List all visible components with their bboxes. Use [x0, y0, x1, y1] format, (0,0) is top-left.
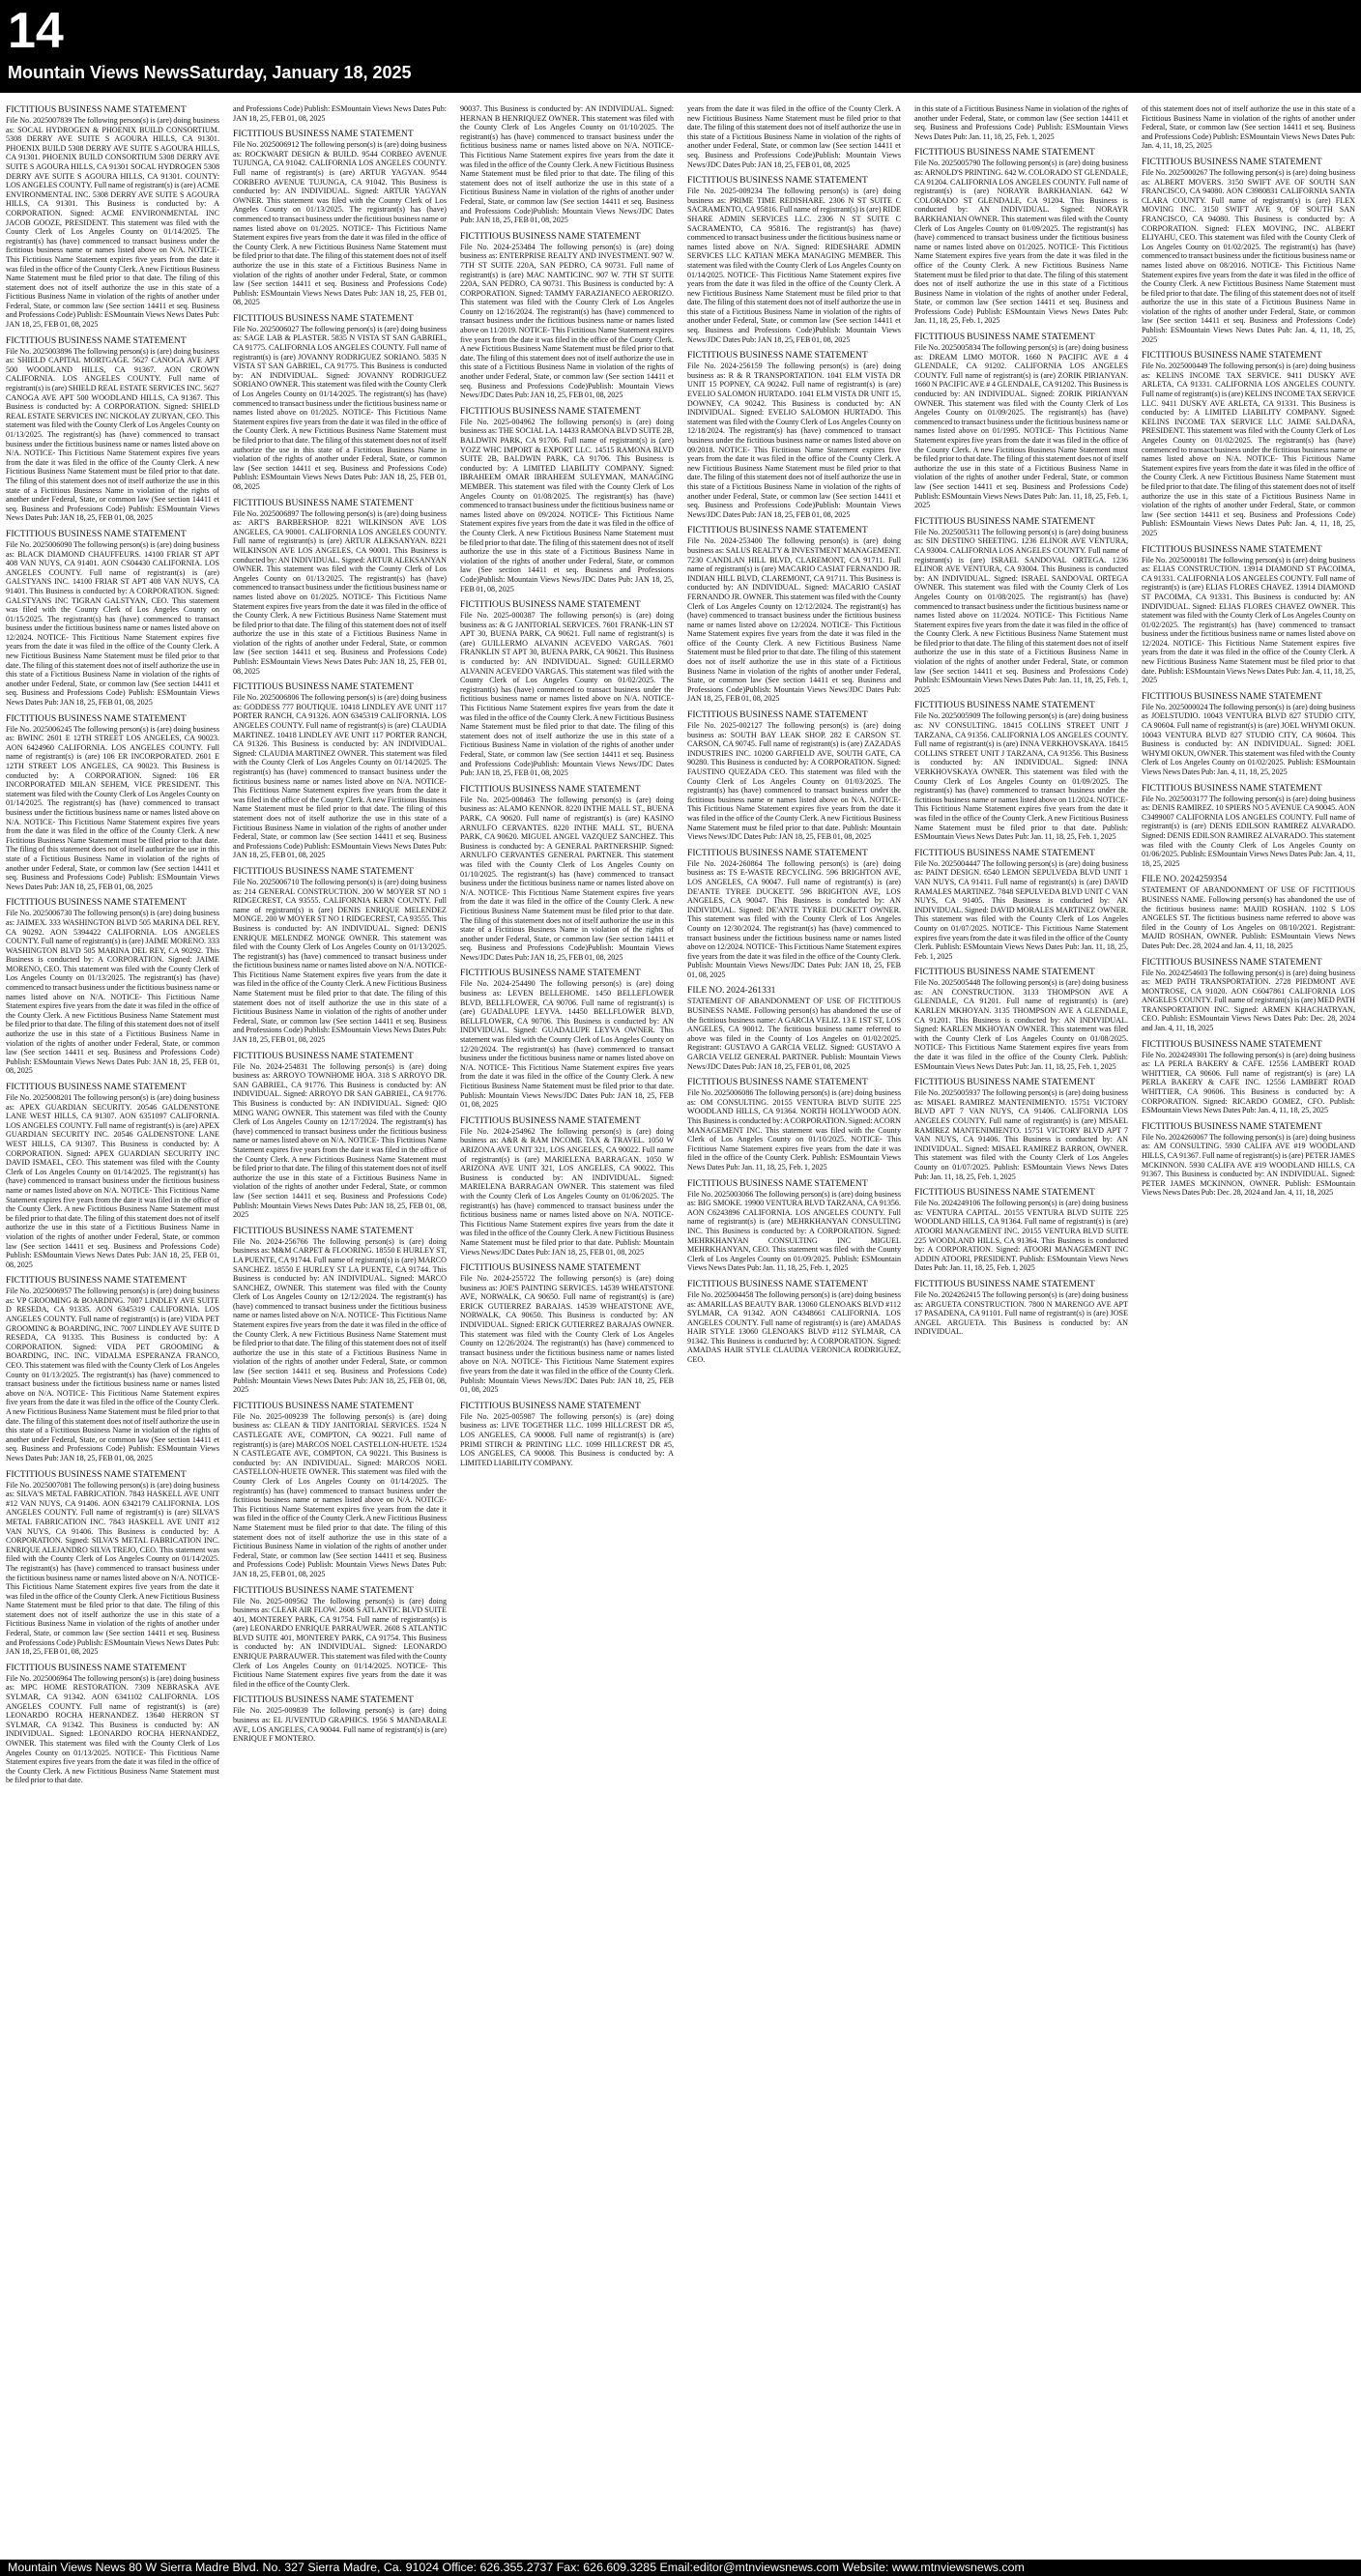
legal-notice: [687, 1279, 901, 1365]
legal-notice: [6, 1469, 219, 1657]
notice-body: File No. 2025003896 The following person(s) is (are) doing business as: SHIELD CAPITAL MORTGAGE. 5627 CANOGA AVE APT 500 WOODLAND HILLS, CA 91367. AON CROWN CALIFORNIA. LOS ANGELES COUNTY. Full name of registrant(s) is (are) SHIELD REAL ESTATE SERVICES INC. 5627 CANOGA AVE APT 500 WOODLAND HILLS, CA 91367. This Business is conducted by: A CORPORATION. Signed: SHIELD REAL ESTATE SERVICES INC NICKOLAY ZURYAN, CEO. This statement was filed with the County Clerk of Los Angeles County on 01/13/2025. The registrant(s) has (have) commenced to transact business under the fictitious business name or names listed above on N/A. NOTICE- This Fictitious Name Statement expires five years from the date it was filed in the office of the County Clerk. A new Fictitious Business Name Statement must be filed prior to that date. The filing of this statement does not of itself authorize the use in this state of a Fictitious Business Name in violation of the rights of another under Federal, State, or common law (See section 14411 et seq. Business and Professions Code) Publish: ESMountain Views News Dates Pub: JAN 18, 25, FEB 01, 08, 2025: [6, 346, 219, 523]
notice-heading: FICTITIOUS BUSINESS NAME STATEMENT: [233, 1584, 414, 1596]
notice-body: File No. 2024-254962 The following person(s) is (are) doing business as: A&R & RAM INCOME TAX & TRAVEL. 1050 W ARIZONA AVE UNIT 321, LOS ANGELES, CA 90022. Full name of registrant(s) is (are) MARIELENA BARRAGAN. 1050 W ARIZONA AVE UNIT 321, LOS ANGELES, CA 90022. This Business is conducted by: AN INDIVIDUAL. Signed: MARIELENA BARRAGAN OWNER. This statement was filed with the County Clerk of Los Angeles County on 01/06/2025. The registrant(s) has (have) commenced to transact business under the fictitious business name or names listed above on N/A. NOTICE- This Fictitious Name Statement expires five years from the date it was filed in the office of the County Clerk. A new Fictitious Business Name Statement must be filed prior to that date. Publish: Mountain Views News/JDC Dates Pub: JAN 18, 25, FEB 01, 08, 2025: [460, 1126, 674, 1257]
legal-notice: [1142, 783, 1355, 869]
legal-notice: [460, 784, 674, 963]
page-number: 14: [8, 3, 64, 59]
legal-notice: [460, 1401, 674, 1468]
notice-body: File No. 2024249106 The following person(s) is (are) doing business as: VENTURA CAPITAL. 20155 VENTURA BLVD SUITE 225 WOODLAND HILLS, CA 91364. Full name of registrant(s) is (are) ATOORI MANAGEMENT INC. 20155 VENTURA BLVD SUITE 225 WOODLAND HILLS, CA 91364. This Business is conducted by: A CORPORATION. Signed: ATOORI MANAGEMENT INC ADDIN ATOORI, PRESIDENT. Publish: ESMountain Views News Dates Pub: Jan. 11, 18, 25, Feb. 1, 2025: [914, 1199, 1128, 1273]
notice-body: File No. 2025007081 The following person(s) is (are) doing business as: SILVA'S METAL FABRICATION. 7843 HASKELL AVE UNIT #12 VAN NUYS, CA 91406. AON 6342179 CALIFORNIA. LOS ANGELES COUNTY. Full name of registrant(s) is (are) SILVA'S METAL FABRICATION INC. 7843 HASKELL AVE UNIT #12 VAN NUYS, CA 91406. This Business is conducted by: A CORPORATION. Signed: SILVA'S METAL FABRICATION INC. ENRIQUE ALEJANDRO SILVA TREJO, CEO. This statement was filed with the County Clerk of Los Angeles County on 01/14/2025. The registrant(s) has (have) commenced to transact business under the fictitious business name or names listed above on N/A. NOTICE- This Fictitious Name Statement expires five years from the date it was filed in the office of the County Clerk. A new Fictitious Business Name Statement must be filed prior to that date. The filing of this statement does not of itself authorize the use in this state of a Fictitious Business Name in violation of the rights of another under Federal, State, or common law (See section 14411 et seq. Business and Professions Code) Publish: ESMountain Views News Dates Pub: JAN 18, 25, FEB 01, 08, 2025: [6, 1480, 219, 1657]
legal-notice: [687, 985, 901, 1071]
notice-heading: FICTITIOUS BUSINESS NAME STATEMENT: [233, 497, 414, 508]
legal-notice: [687, 175, 901, 344]
notice-heading: FICTITIOUS BUSINESS NAME STATEMENT: [460, 405, 641, 417]
legal-notice: [233, 104, 447, 123]
notice-heading: FICTITIOUS BUSINESS NAME STATEMENT: [1142, 956, 1322, 968]
notice-body: File No. 2025006964 The following person(s) is (are) doing business as: MPC HOME RESTORATION. 7309 NEBRASKA AVE SYLMAR, CA 91342. AON 6341102 CALIFORNIA. LOS ANGELES COUNTY. Full name of registrant(s) is (are) LEONARDO ROCHA HERNANDEZ. 13640 HERRON ST SYLMAR, CA 91342. This Business is conducted by: AN INDIVIDUAL. Signed: LEONARDO ROCHA HERNANDEZ, OWNER. This statement was filed with the County Clerk of Los Angeles County on 01/13/2025. NOTICE- This Fictitious Name Statement expires five years from the date it was filed in the office of the County Clerk. A new Fictitious Business Name Statement must be filed prior to that date.: [6, 1673, 219, 1785]
legal-notice: [914, 967, 1128, 1071]
notice-body: File No. 2025-002127 The following person(s) is (are) doing business as: SOUTH BAY LEAK SHOP. 282 E CARSON ST. CARSON, CA 90745. Full name of registrant(s) is (are) ZAZADAS INDUSTRIES INC. 10200 GARFIELD AVE, SOUTH GATE, CA 90280. This Business is conducted by: A CORPORATION. Signed: FAUSTINO QUEZADA CEO. This statement was filed with the County Clerk of Los Angeles County on 01/03/2025. The registrant(s) has (have) commenced to transact business under the fictitious business name or names listed above on N/A. NOTICE- This Fictitious Name Statement expires five years from the date it was filed in the office of the County Clerk. A new Fictitious Business Name Statement must be filed prior to that date. Publish: Mountain Views News/JDC Dates Pub: JAN 18, 25, FEB 01, 08, 2025: [687, 721, 901, 842]
notice-body: File No. 2024-256766 The following person(s) is (are) doing business as: M&M CARPET & FLOORING. 18550 E HURLEY ST, LA PUENTE, CA 91744. Full name of registrant(s) is (are) MARCO SANCHEZ. 18550 E HURLEY ST LA PUENTE, CA 91744. This Business is conducted by: AN INDIVIDUAL. Signed: MARCO SANCHEZ, OWNER. This statement was filed with the County Clerk of Los Angeles County on 12/12/2024. The registrant(s) has (have) commenced to transact business under the fictitious business name or names listed above on N/A. NOTICE- This Fictitious Name Statement expires five years from the date it was filed in the office of the County Clerk. A new Fictitious Business Name Statement must be filed prior to that date. The filing of this statement does not of itself authorize the use in this state of a Fictitious Business Name in violation of the rights of another under Federal, State, or common law (See section 14411 et seq. Business and Professions Code) Publish: Mountain Views News Dates Pub: JAN 18, 25, FEB 01, 08, 2025: [233, 1236, 447, 1395]
legal-notice: [914, 147, 1128, 326]
notice-body: File No. 2025-009562 The following person(s) is (are) doing business as: CLEAR AIR FLOW. 2608 S ATLANTIC BLVD SUITE 401, MONTEREY PARK, CA 91754. Full name of registrant(s) is (are) LEONARDO ENRIQUE PARRAUWER. 2608 S ATLANTIC BLVD SUITE 401, MONTEREY PARK, CA 91754. This Business is conducted by: AN INDIVIDUAL. Signed: LEONARDO ENRIQUE PARRAUWER. This statement was filed with the County Clerk of Los Angeles County on 01/14/2025. NOTICE- This Fictitious Name Statement expires five years from the date it was filed in the office of the County Clerk.: [233, 1596, 447, 1689]
legal-notice: [460, 599, 674, 778]
legal-notice: [1142, 691, 1355, 777]
notice-body: File No. 2025006086 The following person(s) is (are) doing business as: OM CONSULTING. 20155 VENTURA BLVD SUITE 225 WOODLAND HILLS, CA 91364. NORTH HOLLYWOOD AON. This Business is conducted by: A CORPORATION. Signed: ACORN MANAGEMENT INC. This statement was filed with the County Clerk of Los Angeles County on 01/10/2025. NOTICE- This Fictitious Name Statement expires five years from the date it was filed in the office of the County Clerk. Publish: ESMountain Views News Dates Pub: Jan. 11, 18, 25, Feb. 1, 2025: [687, 1088, 901, 1172]
notice-body: File No. 2024-260864 The following person(s) is (are) doing business as: TS E-WASTE RECYCLING. 596 BRIGHTON AVE, LOS ANGELES, CA 90047. Full name of registrant(s) is (are) DE'ANTE TYREE DUCKETT. 596 BRIGHTON AVE, LOS ANGELES, CA 90047. This Business is conducted by: AN INDIVIDUAL. Signed: DE'ANTE TYREE DUCKETT OWNER. This statement was filed with the County Clerk of Los Angeles County on 12/30/2024. The registrant(s) has (have) commenced to transact business under the fictitious business name or names listed above on 12/2024. NOTICE- This Fictitious Name Statement expires five years from the date it was filed in the office of the County Clerk. Publish: Mountain Views News/JDC Dates Pub: JAN 18, 25, FEB 01, 08, 2025: [687, 858, 901, 979]
legal-notice: [1142, 1039, 1355, 1115]
notice-body: File No. 2025005311 The following person(s) is (are) doing business as: SIN DESTINO SHEETING. 1236 ELINOR AVE VENTURA, CA 93004. CALIFORNIA LOS ANGELES COUNTY. Full name of registrant(s) is (are) ISRAEL SANDOVAL ORTEGA. 1236 ELINOR AVE VENTURA, CA 93004. This Business is conducted by: AN INDIVIDUAL. Signed: ISRAEL SANDOVAL ORTEGA OWNER. This statement was filed with the County Clerk of Los Angeles County on 01/08/2025. The registrant(s) has (have) commenced to transact business under the fictitious business name or names listed above on 11/2024. NOTICE- This Fictitious Name Statement expires five years from the date it was filed in the office of the County Clerk. A new Fictitious Business Name Statement must be filed prior to that date. The filing of this statement does not of itself authorize the use in this state of a Fictitious Business Name in violation of the rights of another under Federal, State, or common law (See section 14411 et seq. Business and Professions Code) Publish: ESMountain Views News Dates Pub: Jan. 11, 18, 25, Feb. 1, 2025: [914, 527, 1128, 694]
notice-body: File No. 2025004458 The following person(s) is (are) doing business as: AMARILLAS BEAUTY BAR. 13060 GLENOAKS BLVD #112 SYLMAR, CA 91342. AON C4348661 CALIFORNIA. LOS ANGELES COUNTY. Full name of registrant(s) is (are) AMADAS HAIR STYLE 13060 GLENOAKS BLVD #112 SYLMAR, CA 91342. This Business is conducted by: A CORPORATION. Signed: AMADAS HAIR STYLE CLAUDIA VERONICA RODRIGUEZ, CEO.: [687, 1289, 901, 1365]
notice-body: File No. 2025005448 The following person(s) is (are) doing business as: AN CONSTRUCTION. 3133 THOMPSON AVE A GLENDALE, CA 91201. Full name of registrant(s) is (are) KARLEN MKHOYAN. 3135 THOMPSON AVE A GLENDALE, CA 91201. This Business is conducted by: AN INDIVIDUAL. Signed: KARLEN MKHOYAN OWNER. This statement was filed with the County Clerk of Los Angeles County on 01/08/2025. NOTICE- This Fictitious Name Statement expires five years from the date it was filed in the office of the County Clerk. Publish: ESMountain Views News Dates Pub: Jan. 11, 18, 25, Feb. 1, 2025: [914, 978, 1128, 1071]
notice-body: File No. 2025000024 The following person(s) is (are) doing business as JOELSTUDIO. 10043 VENTURA BLVD 827 STUDIO CITY, CA 90604. Full name of registrant(s) is (are) JOEL WHYMI OKUN. 10043 VENTURA BLVD 827 STUDIO CITY, CA 90604. This Business is conducted by: AN INDIVIDUAL. Signed: JOEL WHYMI OKUN, OWNER. This statement was filed with the County Clerk of Los Angeles County on 01/02/2025. Publish: ESMountain Views News Dates Pub: Jan. 4, 11, 18, 25, 2025: [1142, 702, 1355, 776]
notice-heading: FICTITIOUS BUSINESS NAME STATEMENT: [914, 147, 1095, 159]
legal-notice: [233, 1585, 447, 1690]
notice-heading: FICTITIOUS BUSINESS NAME STATEMENT: [914, 332, 1095, 343]
legal-notice: [460, 1115, 674, 1257]
notice-body: File No. 2025003177 The following person(s) is (are) doing business as: DENIS RAMIREZ. 10 SPIERS NO 5 AVENUE CA 90045. AON C3499007 CALIFORNIA LOS ANGELES COUNTY. Full name of registrant(s) is (are) DENIS EDILSON RAMIREZ ALVARADO. Signed: DENIS EDILSON RAMIREZ ALVARADO. This statement was filed with the County Clerk of Los Angeles County on 01/06/2025. Publish: ESMountain Views News Dates Pub: Jan. 4, 11, 18, 25, 2025: [1142, 794, 1355, 868]
notice-body: File No. 2024-255722 The following person(s) is (are) doing business as: JOE'S PAINTING SERVICES. 14539 WHEATSTONE AVE, NORWALK, CA 90650. Full name of registrant(s) is (are) ERICK GUTIERREZ BARAJAS. 14539 WHEATSTONE AVE, NORWALK, CA 90650. This Business is conducted by: AN INDIVIDUAL. Signed: ERICK GUTIERREZ BARAJAS OWNER. This statement was filed with the County Clerk of Los Angeles County on 12/26/2024. The registrant(s) has (have) commenced to transact business under the fictitious business name or names listed above on N/A. NOTICE- This Fictitious Name Statement expires five years from the date it was filed in the office of the County Clerk. Publish: Mountain Views News/JDC Dates Pub: JAN 18, 25, FEB 01, 08, 2025: [460, 1274, 674, 1395]
notice-heading: FICTITIOUS BUSINESS NAME STATEMENT: [6, 712, 187, 724]
notice-heading: FILE NO. 2024-261331: [687, 985, 776, 997]
legal-notice: [233, 129, 447, 307]
notice-heading: FICTITIOUS BUSINESS NAME STATEMENT: [6, 897, 187, 909]
notice-body: File No. 2025006957 The following person(s) is (are) doing business as: VP GROOMING & BOARDING. 7007 LINDLEY AVE SUITE D RESEDA, CA 91335. AON 6345319 CALIFORNIA. LOS ANGELES COUNTY. Full name of registrant(s) is (are) VIDA PET GROOMING & BOARDING, INC. 7007 LINDLEY AVE SUITE D RESEDA, CA 91335. This Business is conducted by: A CORPORATION. Signed: VIDA PET GROOMING & BOARDING, INC. INC. VIDALMA ESPERANZA FRANCO, CEO. This statement was filed with the County Clerk of Los Angeles County on 01/13/2025. The registrant(s) has (have) commenced to transact business under the fictitious business name or names listed above on N/A. NOTICE- This Fictitious Name Statement expires five years from the date it was filed in the office of the County Clerk. A new Fictitious Business Name Statement must be filed prior to that date. The filing of this statement does not of itself authorize the use in this state of a Fictitious Business Name in violation of the rights of another under Federal, State, or common law (See section 14411 et seq. Business and Professions Code) Publish: ESMountain Views News Dates Pub: JAN 18, 25, FEB 01, 08, 2025: [6, 1287, 219, 1462]
notice-body: STATEMENT OF ABANDONMENT OF USE OF FICTITIOUS BUSINESS NAME. Following person(s) has abandoned the use of the fictitious business name: A GARCIA VELIZ. 13 E 1ST ST, LOS ANGELES, CA 90012. The fictitious business name referred to above was filed in the County of Los Angeles on 01/02/2025. Registrant: GUSTAVO A GARCIA VELIZ. Signed: GUSTAVO A GARCIA VELIZ GENERAL PARTNER. Publish: Mountain Views News/JDC Dates Pub: JAN 18, 25, FEB 01, 08, 2025: [687, 997, 901, 1071]
notice-heading: FILE NO. 2024259354: [1142, 874, 1228, 885]
notice-body: File No. 2024-253400 The following person(s) is (are) doing business as: SALUS REALTY & INVESTMENT MANAGEMENT. 7230 CANDLAN HILL BLVD, CLAREMONT, CA 91711. Full name of registrant(s) is (are) MACARIO CASIAT FERNANDO JR. INDIAN HILL BLVD, CLAREMONT, CA 91711. This Business is conducted by: AN INDIVIDUAL. Signed: MACARIO CASIAT FERNANDO JR. OWNER. This statement was filed with the County Clerk of Los Angeles County on 12/12/2024. The registrant(s) has (have) commenced to transact business under the fictitious business name or names listed above on 12/2024. NOTICE- This Fictitious Name Statement expires five years from the date it was filed in the office of the County Clerk. A new Fictitious Business Name Statement must be filed prior to that date. The filing of this statement does not of itself authorize the use in this state of a Fictitious Business Name in violation of the rights of another under Federal, State, or common law (See section 14411 et seq. Business and Professions Code)Publish: Mountain Views News/JDC Dates Pub: JAN 18, 25, FEB 01, 08, 2025: [687, 536, 901, 704]
legal-notice: [914, 1279, 1128, 1337]
notice-heading: FICTITIOUS BUSINESS NAME STATEMENT: [1142, 1038, 1322, 1050]
notice-body: File No. 2025005937 The following person(s) is (are) doing business as: MISAEL RAMIREZ MANTENIMIENTO. 15751 VICTORY BLVD APT 7 VAN NUYS, CA 91406. CALIFORNIA LOS ANGELES COUNTY. Full name of registrant(s) is (are) MISAEL RAMIREZ MANTENIMIENTO. 15751 VICTORY BLVD APT 7 VAN NUYS, CA 91406. This Business is conducted by: AN INDIVIDUAL. Signed: MISAEL RAMIREZ BARRON, OWNER. This statement was filed with the County Clerk of Los Angeles County on 01/07/2025. Publish: ESMountain Views News Dates Pub: Jan. 11, 18, 25, Feb. 1, 2025: [914, 1088, 1128, 1181]
notice-body: File No. 2025006897 The following person(s) is (are) doing business as: ART'S BARBERSHOP. 8221 WILKINSON AVE LOS ANGELES, CA 90001. CALIFORNIA LOS ANGELES COUNTY. Full name of registrant(s) is (are) ARTUR ALEKSANYAN. 8221 WILKINSON AVE LOS ANGELES, CA 90001. This Business is conducted by: AN INDIVIDUAL. Signed: ARTUR ALEKSANYAN OWNER. This statement was filed with the County Clerk of Los Angeles County on 01/13/2025. The registrant(s) has (have) commenced to transact business under the fictitious business name or names listed above on 01/2025. NOTICE- This Fictitious Name Statement expires five years from the date it was filed in the office of the County Clerk. A new Fictitious Business Name Statement must be filed prior to that date. The filing of this statement does not of itself authorize the use in this state of a Fictitious Business Name in violation of the rights of another under Federal, State, or common law (See section 14411 et seq. Business and Professions Code) Publish: ESMountain Views News Dates Pub: JAN 18, 25, FEB 01, 08, 2025: [233, 508, 447, 676]
notice-body: File No. 2024-254490 The following person(s) is (are) doing business as: LEVEN BELLEHOME. 1450 BELLEFLOWER BLVD, BELLFLOWER, CA 90706. Full name of registrant(s) is (are) GUADALUPE LEYVA. 14450 BELLFLOWER BLVD, BELLFLOWER, CA 90706. This Business is conducted by: AN INDIVIDUAL. Signed: GUADALUPE LEYVA OWNER. This statement was filed with the County Clerk of Los Angeles County on 12/20/2024. The registrant(s) has (have) commenced to transact business under the fictitious business name or names listed above on N/A. NOTICE- This Fictitious Name Statement expires five years from the date it was filed in the office of the County Clerk. A new Fictitious Business Name Statement must be filed prior to that date. Publish: Mountain Views News/JDC Dates Pub: JAN 18, 25, FEB 01, 08, 2025: [460, 979, 674, 1110]
notice-heading: FICTITIOUS BUSINESS NAME STATEMENT: [233, 1694, 414, 1706]
notice-heading: FICTITIOUS BUSINESS NAME STATEMENT: [687, 350, 868, 362]
legal-notice: [6, 1275, 219, 1462]
notice-heading: FICTITIOUS BUSINESS NAME STATEMENT: [687, 175, 868, 187]
notice-body: File No. 2025006806 The following person(s) is (are) doing business as: GODDESS 777 BOUTIQUE. 10418 LINDLEY AVE UNIT 117 PORTER RANCH, CA 91326. AON 6345319 CALIFORNIA. LOS ANGELES COUNTY. Full name of registrant(s) is (are) CLAUDIA MARTINEZ. 10418 LINDLEY AVE UNIT 117 PORTER RANCH, CA 91326. This Business is conducted by: AN INDIVIDUAL. Signed: CLAUDIA MARTINEZ OWNER. This statement was filed with the County Clerk of Los Angeles County on 01/14/2025. The registrant(s) has (have) commenced to transact business under the fictitious business name or names listed above on N/A. NOTICE- This Fictitious Name Statement expires five years from the date it was filed in the office of the County Clerk. A new Fictitious Business Name Statement must be filed prior to that date. The filing of this statement does not of itself authorize the use in this state of a Fictitious Business Name in violation of the rights of another under Federal, State, or common law (See section 14411 et seq. Business and Professions Code) Publish: ESMountain Views News Dates Pub: JAN 18, 25, FEB 01, 08, 2025: [233, 693, 447, 860]
notice-column: [233, 104, 447, 2560]
notice-heading: FICTITIOUS BUSINESS NAME STATEMENT: [914, 700, 1095, 711]
notice-heading: FICTITIOUS BUSINESS NAME STATEMENT: [460, 1262, 641, 1274]
legal-notice: [687, 848, 901, 980]
notice-body: and Professions Code) Publish: ESMountain Views News Dates Pub: JAN 18, 25, FEB 01, 08, 2025: [233, 104, 447, 123]
notice-column: [460, 104, 674, 2560]
notice-heading: FICTITIOUS BUSINESS NAME STATEMENT: [6, 1468, 187, 1480]
notice-body: File No. 2025006710 The following person(s) is (are) doing business as: 214 GENERAL CONSTRUCTION. 200 W MOYER ST NO 1 RIDGECREST, CA 93555. CALIFORNIA KERN COUNTY. Full name of registrant(s) is (are) DENIS ENRIQUE MELENDEZ MONGE. 200 W MOYER ST NO 1 RIDGECREST, CA 93555. This Business is conducted by: AN INDIVIDUAL. Signed: DENIS ENRIQUE MELENDEZ MONGE OWNER. This statement was filed with the County Clerk of Los Angeles County on 01/13/2025. The registrant(s) has (have) commenced to transact business under the fictitious business name or names listed above on N/A. NOTICE- This Fictitious Name Statement expires five years from the date it was filed in the office of the County Clerk. A new Fictitious Business Name Statement must be filed prior to that date. The filing of this statement does not of itself authorize the use in this state of a Fictitious Business Name in violation of the rights of another under Federal, State, or common law (See section 14411 et seq. Business and Professions Code) Publish: ESMountain Views News Dates Pub: JAN 18, 25, FEB 01, 08, 2025: [233, 877, 447, 1045]
legal-notice: [233, 1051, 447, 1220]
notice-heading: FICTITIOUS BUSINESS NAME STATEMENT: [233, 312, 414, 324]
footer-contact-line: Mountain Views News 80 W Sierra Madre Blvd. No. 327 Sierra Madre, Ca. 91024 Office: 626.355.2737 Fax: 626.609.3285 Email:editor@mtnviewsnews.com Website: www.mtnviewsnews.com: [8, 2561, 1025, 2574]
legal-notice: [460, 104, 674, 225]
notice-heading: FICTITIOUS BUSINESS NAME STATEMENT: [1142, 350, 1322, 362]
notice-body: File No. 2024262415 The following person(s) is (are) doing business as: ARGUETA CONSTRUCTION. 7800 N MARENGO AVE APT 17 PASADENA, CA 91101. Full name of registrant(s) is (are) JOSE ANGEL ARGUETA. This Business is conducted by: AN INDIVIDUAL.: [914, 1289, 1128, 1337]
legal-notice: [6, 104, 219, 330]
notice-body: years from the date it was filed in the office of the County Clerk. A new Fictitious Business Name Statement must be filed prior to that date. The filing of this statement does not of itself authorize the use in this state of a Fictitious Business Name in violation of the rights of another under Federal, State, or common law (See section 14411 et seq. Business and Professions Code)Publish: Mountain Views News/JDC Dates Pub: JAN 18, 25, FEB 01, 08, 2025: [687, 104, 901, 169]
notice-heading: FICTITIOUS BUSINESS NAME STATEMENT: [460, 968, 641, 979]
legal-notice: [1142, 874, 1355, 950]
notice-heading: FICTITIOUS BUSINESS NAME STATEMENT: [687, 1278, 868, 1289]
notice-body: File No. 2025-009234 The following person(s) is (are) doing business as: PRIME TIME REDISHARE. 2306 N ST SUITE C SACRAMENTO, CA 95816. Full name of registrant(s) is (are) RIDE SHARE ADMIN SERVICES LLC. 2306 N ST SUITE C SACRAMENTO, CA 95816. The registrant(s) has (have) commenced to transact business under the fictitious business name or names listed above on N/A. Signed: RIDESHARE ADMIN SERVICES LLC KATIAN MEKA MANAGING MEMBER. This statement was filed with the County Clerk of Los Angeles County on 01/14/2025. NOTICE- This Fictitious Name Statement expires five years from the date it was filed in the office of the County Clerk. A new Fictitious Business Name Statement must be filed prior to that date. The filing of this statement does not of itself authorize the use in this state of a Fictitious Business Name in violation of the rights of another under Federal, State, or common law (See section 14411 et seq. Business and Professions Code)Publish: Mountain Views News/JDC Dates Pub: JAN 18, 25, FEB 01, 08, 2025: [687, 187, 901, 344]
notice-heading: FICTITIOUS BUSINESS NAME STATEMENT: [233, 681, 414, 693]
legal-notice: [914, 104, 1128, 141]
legal-notice: [1142, 544, 1355, 685]
notice-heading: FICTITIOUS BUSINESS NAME STATEMENT: [6, 334, 187, 346]
legal-notices-columns: [6, 104, 1355, 2560]
legal-notice: [233, 498, 447, 677]
legal-notice: [914, 1077, 1128, 1181]
legal-notice: [460, 968, 674, 1109]
notice-body: File No. 2025004447 The following person(s) is (are) doing business as: PAINT DESIGN. 6540 LEMON SEPULVEDA BLVD UNIT 1 VAN NUYS, CA 91411. Full name of registrant(s) is (are) DAVID RAMALES MARTINEZ. 7848 SEPULVEDA BLVD UNIT C VAN NUYS, CA 91405. This Business is conducted by: AN INDIVIDUAL. Signed: DAVID MORALES MARTINEZ OWNER. This statement was filed with the County Clerk of Los Angeles County on 01/07/2025. NOTICE- This Fictitious Name Statement expires five years from the date it was filed in the office of the County Clerk. Publish: ESMountain Views News Dates Pub: Jan. 11, 18, 25, Feb. 1, 2025: [914, 858, 1128, 961]
notice-column: [914, 104, 1128, 2560]
notice-body: File No. 2025005909 The following person(s) is (are) doing business as: NV CONSULTING. 18415 COLLINS STREET UNIT J TARZANA, CA 91356. CALIFORNIA LOS ANGELES COUNTY. Full name of registrant(s) is (are) INNA VERKHOVSKAYA. 18415 COLLINS STREET UNIT J TARZANA, CA 91356. This Business is conducted by: AN INDIVIDUAL. Signed: INNA VERKHOVSKAYA OWNER. This statement was filed with the County Clerk of Los Angeles County on 01/09/2025. The registrant(s) has (have) commenced to transact business under the fictitious business name or names listed above on 11/2024. NOTICE- This Fictitious Name Statement expires five years from the date it was filed in the office of the County Clerk. A new Fictitious Business Name Statement must be filed prior to that date. Publish: ESMountain Views News Dates Pub: Jan. 11, 18, 25, Feb. 1, 2025: [914, 711, 1128, 842]
notice-body: STATEMENT OF ABANDONMENT OF USE OF FICTITIOUS BUSINESS NAME. Following person(s) has abandoned the use of the fictitious business name: MAJID ROSHAN. 1102 S LOS ANGELES ST. The fictitious business name referred to above was filed in the County of Los Angeles on 08/10/2021. Registrant: MAJID ROSHAN, OWNER. Publish: ESMountain Views News Dates Pub: Dec. 28, 2024 and Jan. 4, 11, 18, 2025: [1142, 885, 1355, 950]
legal-notice: [687, 525, 901, 704]
notice-heading: FICTITIOUS BUSINESS NAME STATEMENT: [233, 1050, 414, 1061]
legal-notice: [6, 1082, 219, 1269]
notice-body: File No. 2024249301 The following person(s) is (are) doing business as: LA PERLA BAKERY & CAFE. 12556 LAMBERT ROAD WHITTIER, CA 90606. Full name of registrant(s) is (are) LA PERLA BAKERY & CAFE INC. 12556 LAMBERT ROAD WHITTIER, CA 90606. This Business is conducted by: A CORPORATION. Signed: RICARDO GOMEZ, CFO. Publish: ESMountain Views News Dates Pub: Jan. 4, 11, 18, 25, 2025: [1142, 1050, 1355, 1115]
notice-column: [1142, 104, 1355, 2560]
notice-heading: FICTITIOUS BUSINESS NAME STATEMENT: [914, 847, 1095, 858]
notice-heading: FICTITIOUS BUSINESS NAME STATEMENT: [6, 1082, 187, 1092]
notice-heading: FICTITIOUS BUSINESS NAME STATEMENT: [233, 129, 414, 140]
legal-notice: [233, 313, 447, 492]
legal-notice: [687, 104, 901, 169]
legal-notice: [914, 516, 1128, 695]
legal-notice: [233, 1401, 447, 1579]
notice-heading: FICTITIOUS BUSINESS NAME STATEMENT: [1142, 690, 1322, 702]
masthead: Mountain Views NewsSaturday, January 18, 2025: [8, 63, 412, 82]
legal-notice: [1142, 350, 1355, 537]
legal-notice: [687, 1178, 901, 1273]
notice-heading: FICTITIOUS BUSINESS NAME STATEMENT: [914, 1077, 1095, 1088]
notice-column: [6, 104, 219, 2560]
notice-body: File No. 2025006027 The following person(s) is (are) doing business as: SAGE LAB & PLASTER. 5835 N VISTA ST SAN GABRIEL, CA 91775. CALIFORNIA LOS ANGELES COUNTY. Full name of registrant(s) is (are) JOVANNY RODRIGUEZ SORIANO. 5835 N VISTA ST SAN GABRIEL, CA 91775. This Business is conducted by: AN INDIVIDUAL. Signed: JOVANNY RODRIGUEZ SORIANO OWNER. This statement was filed with the County Clerk of Los Angeles County on 01/14/2025. The registrant(s) has (have) commenced to transact business under the fictitious business name or names listed above on 01/2025. NOTICE- This Fictitious Name Statement expires five years from the date it was filed in the office of the County Clerk. A new Fictitious Business Name Statement must be filed prior to that date. The filing of this statement does not of itself authorize the use in this state of a Fictitious Business Name in violation of the rights of another under Federal, State, or common law (See section 14411 et seq. Business and Professions Code) Publish: ESMountain Views News Dates Pub: JAN 18, 25, FEB 01, 08, 2025: [233, 324, 447, 491]
legal-notice: [687, 709, 901, 842]
notice-body: File No. 2025-009839 The following person(s) is (are) doing business as: EL JUVENTUD GRAPHICS. 1956 S MANDARALE AVE, LOS ANGELES, CA 90044. Full name of registrant(s) is (are) ENRIQUE F MONTERO.: [233, 1706, 447, 1744]
notice-body: File No. 2025006090 The following person(s) is (are) doing business as: BLACK DIAMOND CHAUFFEURS. 14100 FRIAR ST APT 408 VAN NUYS, CA 91401. AON CS04430 CALIFORNIA. LOS ANGELES COUNTY. Full name of registrant(s) is (are) GALSTYANS INC. 14100 FRIAR ST APT 408 VAN NUYS, CA 91401. This Business is conducted by: A CORPORATION. Signed: GALSTYANS INC TIGRAN GALSTYAN, CEO. This statement was filed with the County Clerk of Los Angeles County on 01/15/2025. The registrant(s) has (have) commenced to transact business under the fictitious business name or names listed above on 12/2024. NOTICE- This Fictitious Name Statement expires five years from the date it was filed in the office of the County Clerk. A new Fictitious Business Name Statement must be filed prior to that date. The filing of this statement does not of itself authorize the use in this state of a Fictitious Business Name in violation of the rights of another under Federal, State, or common law (See section 14411 et seq. Business and Professions Code) Publish: ESMountain Views News Dates Pub: JAN 18, 25, FEB 01, 08, 2025: [6, 539, 219, 708]
notice-heading: FICTITIOUS BUSINESS NAME STATEMENT: [1142, 782, 1322, 794]
notice-heading: FICTITIOUS BUSINESS NAME STATEMENT: [687, 1077, 868, 1088]
notice-body: File No. 2024-253484 The following person(s) is (are) doing business as: ENTERPRISE REALTY AND INVESTMENT. 907 W. 7TH ST SUITE 220A, SAN PEDRO, CA 90731. Full name of registrant(s) is (are) MAC NAMTICINC. 907 W. 7TH ST SUITE 220A, SAN PEDRO, CA 90731. This Business is conducted by: A CORPORATION. Signed: TAMMY FARAZIANECO AERORIZO. This statement was filed with the County Clerk of Los Angeles County on 12/16/2024. The registrant(s) has (have) commenced to transact business under the fictitious business name or names listed above on 11/2019. NOTICE- This Fictitious Name Statement expires five years from the date it was filed in the office of the County Clerk. A new Fictitious Business Name Statement must be filed prior to that date. The filing of this statement does not of itself authorize the use in this state of a Fictitious Business Name in violation of the rights of another under Federal, State, or common law (See section 14411 et seq. Business and Professions Code)Publish: Mountain Views News/JDC Dates Pub: JAN 18, 25, FEB 01, 08, 2025: [460, 242, 674, 400]
legal-notice: [460, 1262, 674, 1395]
notice-body: File No. 2024-254831 The following person(s) is (are) doing business as: ARROYO TOWNHOME HOA. 318 S ARROYO DR. SAN GABRIEL, CA 91776. This Business is conducted by: AN INDIVIDUAL. Signed: ARROYO DR SAN GABRIEL, CA 91776. This Business is conducted by: AN INDIVIDUAL. Signed: QIO MING WANG OWNER. This statement was filed with the County Clerk of Los Angeles County on 12/17/2024. The registrant(s) has (have) commenced to transact business under the fictitious business name or names listed above on N/A. NOTICE- This Fictitious Name Statement expires five years from the date it was filed in the office of the County Clerk. A new Fictitious Business Name Statement must be filed prior to that date. The filing of this statement does not of itself authorize the use in this state of a Fictitious Business Name in violation of the rights of another under Federal, State, or common law (See section 14411 et seq. Business and Professions Code) Publish: Mountain Views News Dates Pub: JAN 18, 25, FEB 01, 08, 2025: [233, 1061, 447, 1220]
notice-body: File No. 2025-000387 The following person(s) is (are) doing business as: & G JANITORIAL SERVICES. 7601 FRANK-LIN ST APT 30, BUENA PARK, CA 90621. Full name of registrant(s) is (are) GUILLERMO ALVANIN ACEVEDO VARGAS. 7601 FRANKLIN ST APT 30, BUENA PARK, CA 90621. This Business is conducted by: AN INDIVIDUAL. Signed: GUILLERMO ALVANIN ACEVEDO VARGAS. This statement was filed with the County Clerk of Los Angeles County on 01/02/2025. The registrant(s) has (have) commenced to transact business under the fictitious business name or names listed above on N/A. NOTICE- This Fictitious Name Statement expires five years from the date it was filed in the office of the County Clerk. A new Fictitious Business Name Statement must be filed prior to that date. The filing of this statement does not of itself authorize the use in this state of a Fictitious Business Name in violation of the rights of another under Federal, State, or common law (See section 14411 et seq. Business and Professions Code)Publish: Mountain Views News/JDC Dates Pub: JAN 18, 25, FEB 01, 08, 2025: [460, 611, 674, 778]
page-header: [0, 0, 1361, 93]
notice-body: File No. 2025006730 The following person(s) is (are) doing business as: JAIMEX. 333 WASHINGTON BLVD 505 MARINA DEL REY, CA 90292. AON 5394422 CALIFORNIA. LOS ANGELES COUNTY. Full name of registrant(s) is (are) JAIME MORENO. 333 WASHINGTON BLVD 505 MARINA DEL REY, CA 90292. This Business is conducted by: A CORPORATION. Signed: JAIME MORENO, CEO. This statement was filed with the County Clerk of Los Angeles County on 01/13/2025. The registrant(s) has (have) commenced to transact business under the fictitious business name or names listed above on N/A. NOTICE- This Fictitious Name Statement expires five years from the date it was filed in the office of the County Clerk. A new Fictitious Business Name Statement must be filed prior to that date. The filing of this statement does not of itself authorize the use in this state of a Fictitious Business Name in violation of the rights of another under Federal, State, or common law (See section 14411 et seq. Business and Professions Code) Publish: ESMountain Views News Dates Pub: JAN 18, 25, FEB 01, 08, 2025: [6, 909, 219, 1076]
legal-notice: [1142, 157, 1355, 344]
notice-body: File No. 2025003066 The following person(s) is (are) doing business as: BIG SMOKE. 19900 VENTURA BLVD TARZANA, CA 91356. AON C6243896 CALIFORNIA. LOS ANGELES COUNTY. Full name of registrant(s) is (are) MEHRKHANYAN CONSULTING INC. This Business is conducted by: A CORPORATION. Signed: MEHRKHANYAN CONSULTING INC MIGUEL MEHRKHANYAN, CEO. This statement was filed with the County Clerk of Los Angeles County on 01/09/2025. Publish: ESMountain Views News Dates Pub: Jan. 11, 18, 25, Feb. 1, 2025: [687, 1189, 901, 1273]
legal-notice: [687, 1077, 901, 1172]
notice-heading: FICTITIOUS BUSINESS NAME STATEMENT: [460, 1114, 641, 1126]
legal-notice: [1142, 1121, 1355, 1198]
notice-heading: FICTITIOUS BUSINESS NAME STATEMENT: [460, 599, 641, 611]
legal-notice: [233, 1694, 447, 1743]
notice-heading: FICTITIOUS BUSINESS NAME STATEMENT: [687, 847, 868, 858]
notice-heading: FICTITIOUS BUSINESS NAME STATEMENT: [233, 1225, 414, 1236]
legal-notice: [1142, 957, 1355, 1033]
notice-body: File No. 2025008201 The following person(s) is (are) doing business as: APEX GUARDIAN SECURITY. 20546 GALDENSTONE LANE WEST HILLS, CA 91307. AON 6351097 CALIFORNIA. LOS ANGELES COUNTY. Full name of registrant(s) is (are) APEX GUARDIAN SECURITY INC. 20546 GALDENSTONE LANE WEST HILLS, CA 91307. This Business is conducted by: A CORPORATION. Signed: APEX GUARDIAN SECURITY INC DAVID ISMAEL, CEO. This statement was filed with the County Clerk of Los Angeles County on 01/14/2025. The registrant(s) has (have) commenced to transact business under the fictitious business name or names listed above on N/A. NOTICE- This Fictitious Name Statement expires five years from the date it was filed in the office of the County Clerk. A new Fictitious Business Name Statement must be filed prior to that date. The filing of this statement does not of itself authorize the use in this state of a Fictitious Business Name in violation of the rights of another under Federal, State, or common law (See section 14411 et seq. Business and Professions Code) Publish: ESMountain Views News Dates Pub: JAN 18, 25, FEB 01, 08, 2025: [6, 1093, 219, 1269]
legal-notice: [914, 700, 1128, 841]
notice-heading: FICTITIOUS BUSINESS NAME STATEMENT: [460, 783, 641, 795]
notice-body: 90037. This Business is conducted by: AN INDIVIDUAL. Signed: HERNAN B HENRIQUEZ OWNER. This statement was filed with the County Clerk of Los Angeles County on 01/10/2025. The registrant(s) has (have) commenced to transact business under the fictitious business name or names listed above on N/A. NOTICE- This Fictitious Name Statement expires five years from the date it was filed in the office of the County Clerk. A new Fictitious Business Name Statement must be filed prior to that date. The filing of this statement does not of itself authorize the use in this state of a Fictitious Business Name in violation of the rights of another under Federal, State, or common law (See section 14411 et seq. Business and Professions Code)Publish: Mountain Views News/JDC Dates Pub: JAN 18, 25, FEB 01, 08, 2025: [460, 104, 674, 225]
legal-notice: [233, 866, 447, 1045]
notice-heading: FICTITIOUS BUSINESS NAME STATEMENT: [914, 967, 1095, 978]
notice-body: in this state of a Fictitious Business Name in violation of the rights of another under Federal, State, or common law (See section 14411 et seq. Business and Professions Code) Publish: ESMountain Views News Dates Pub: Jan. 11, 18, 25, Feb. 1, 2025: [914, 104, 1128, 141]
notice-body: File No. 2025000267 The following person(s) is (are) doing business as: ALBERT MOVERS. 3150 SWIFT AVE OF SOUTH SAN FRANCISCO, CA 94080. AON C3980831 CALIFORNIA SANTA CLARA COUNTY. Full name of registrant(s) is (are) FLEX MOVING INC. 3150 SWIFT AVE 9, OF SOUTH SAN FRANCISCO, CA 94080. This Business is conducted by: A CORPORATION. Signed: FLEX MOVING, INC. ALBERT ELIYAHU, CEO. This statement was filed with the County Clerk of Los Angeles County on 01/02/2025. The registrant(s) has (have) commenced to transact business under the fictitious business name or names listed above on 08/2016. NOTICE- This Fictitious Name Statement expires five years from the date it was filed in the office of the County Clerk. A new Fictitious Business Name Statement must be filed prior to that date. The filing of this statement does not of itself authorize the use in this state of a Fictitious Business Name in violation of the rights of another under Federal, State, or common law (See section 14411 et seq. Business and Professions Code) Publish: ESMountain Views News Dates Pub: Jan. 4, 11, 18, 25, 2025: [1142, 167, 1355, 344]
notice-body: File No. 2025005834 The following person(s) is (are) doing business as: DREAM LIMO MOTOR. 1660 N PACIFIC AVE # 4 GLENDALE, CA 91202. CALIFORNIA LOS ANGELES COUNTY. Full name of registrant(s) is (are) ZORIK PIRIANYAN. 1660 N PACIFIC AVE # 4 GLENDALE, CA 91202. This Business is conducted by: AN INDIVIDUAL. Signed: ZORIK PIRIANYAN OWNER. This statement was filed with the County Clerk of Los Angeles County on 01/09/2025. The registrant(s) has (have) commenced to transact business under the fictitious business name or names listed above on 01/1995. NOTICE- This Fictitious Name Statement expires five years from the date it was filed in the office of the County Clerk. A new Fictitious Business Name Statement must be filed prior to that date. The filing of this statement does not of itself authorize the use in this state of a Fictitious Business Name in violation of the rights of another under Federal, State, or common law (See section 14411 et seq. Business and Professions Code) Publish: ESMountain Views News Dates Pub: Jan. 11, 18, 25, Feb. 1, 2025: [914, 343, 1128, 510]
notice-heading: FICTITIOUS BUSINESS NAME STATEMENT: [233, 865, 414, 877]
notice-heading: FICTITIOUS BUSINESS NAME STATEMENT: [914, 1187, 1095, 1199]
notice-heading: FICTITIOUS BUSINESS NAME STATEMENT: [233, 1400, 414, 1411]
legal-notice: [687, 350, 901, 519]
legal-notice: [914, 332, 1128, 510]
legal-notice: [6, 335, 219, 523]
notice-heading: FICTITIOUS BUSINESS NAME STATEMENT: [6, 1275, 187, 1287]
notice-heading: FICTITIOUS BUSINESS NAME STATEMENT: [1142, 156, 1322, 167]
notice-heading: FICTITIOUS BUSINESS NAME STATEMENT: [687, 709, 868, 721]
notice-heading: FICTITIOUS BUSINESS NAME STATEMENT: [687, 1177, 868, 1189]
legal-notice: [6, 529, 219, 708]
notice-body: File No. 2025-008463 The following person(s) is (are) doing business as: ALAMO KENNOR. 8220 INTHE MALL ST., BUENA PARK, CA 90620. Full name of registrant(s) is (are) KASINO ARNULFO CERVANTES. 8220 INTHE MALL ST., BUENA PARK, CA 90620. MIGUEL ANGEL VAZQUEZ SANCHEZ. This Business is conducted by: A GENERAL PARTNERSHIP. Signed: ARNULFO CERVANTES GENERAL PARTNER. This statement was filed with the County Clerk of Los Angeles County on 01/10/2025. The registrant(s) has (have) commenced to transact business under the fictitious business name or names listed above on N/A. NOTICE- This Fictitious Name Statement expires five years from the date it was filed in the office of the County Clerk. A new Fictitious Business Name Statement must be filed prior to that date. The filing of this statement does not of itself authorize the use in this state of a Fictitious Business Name in violation of the rights of another under Federal, State, or common law (See section 14411 et seq. Business and Professions Code)Publish: Mountain Views News/JDC Dates Pub: JAN 18, 25, FEB 01, 08, 2025: [460, 795, 674, 962]
notice-body: File No. 2025007839 The following person(s) is (are) doing business as: SOCAL HYDROGEN & PHOENIX BUILD CONSORTIUM. 5308 DERRY AVE SUITE S AGOURA HILLS, CA 91301. PHOENIX BUILD 5308 DERRY AVE SUITE S AGOURA HILLS, CA 91301. PHOENIX BUILD CONSORTIUM 5308 DERRY AVE SUITE S AGOURA HILLS, CA 91301 SOCAL HYDROGEN 5308 DERRY AVE SUITE S AGOURA HILLS, CA 91301. COUNTY: LOS ANGELES COUNTY. Full name of registrant(s) is (are) ACME ENVIRONMENTAL INC. 5308 DERRY AVE SUITE S AGOURA HILLS, CA 91301. This Business is conducted by: A CORPORATION. Signed: ACME ENVIRONMENTAL INC JACOB GOOZE, PRESIDENT. This statement was filed with the County Clerk of Los Angeles County on 01/14/2025. The registrant(s) has (have) commenced to transact business under the fictitious business name or names listed above on N/A. NOTICE- This Fictitious Name Statement expires five years from the date it was filed in the office of the County Clerk. A new Fictitious Business Name Statement must be filed prior to that date. The filing of this statement does not of itself authorize the use in this state of a Fictitious Business Name in violation of the rights of another under Federal, State, or common law (See section 14411 et seq. Business and Professions Code) Publish: ESMountain Views News Dates Pub: JAN 18, 25, FEB 01, 08, 2025: [6, 116, 219, 330]
notice-body: File No. 2024254603 The following person(s) is (are) doing business as: MED PATH TRANSPORTATION. 2728 PIEDMONT AVE MONTROSE, CA 91020. AON C6047861 CALIFORNIA LOS ANGELES COUNTY. Full name of registrant(s) is (are) MED PATH TRANSPORTATION INC. Signed: ARMEN KHACHATRYAN, CEO. Publish: ESMountain Views News Dates Pub: Dec. 28, 2024 and Jan. 4, 11, 18, 2025: [1142, 968, 1355, 1033]
notice-body: File No. 2025-009239 The following person(s) is (are) doing business as: CLEAN & TIDY JANITORIAL SERVICES. 1524 N CASTLEGATE AVE, COMPTON, CA 90221. Full name of registrant(s) is (are) MARCOS NOEL CASTELLON-HUETE. 1524 N CASTLEGATE AVE, COMPTON, CA 90221. This Business is conducted by: AN INDIVIDUAL. Signed: MARCOS NOEL CASTELLON-HUETE OWNER. This statement was filed with the County Clerk of Los Angeles County on 01/14/2025. The registrant(s) has (have) commenced to transact business under the fictitious business name or names listed above on N/A. NOTICE- This Fictitious Name Statement expires five years from the date it was filed in the office of the County Clerk. A new Fictitious Business Name Statement must be filed prior to that date. The filing of this statement does not of itself authorize the use in this state of a Fictitious Business Name in violation of the rights of another under Federal, State, or common law (See section 14411 et seq. Business and Professions Code) Publish: Mountain Views News Dates Pub: JAN 18, 25, FEB 01, 08, 2025: [233, 1411, 447, 1578]
legal-notice: [233, 1226, 447, 1395]
legal-notice: [1142, 104, 1355, 151]
notice-body: File No. 2025006245 The following person(s) is (are) doing business as: BWINC 2601 E 12TH STREET LOS ANGELES, CA 90023. AON 6424960 CALIFORNIA. LOS ANGELES COUNTY. Full name of registrant(s) is (are) 106 ER INCORPORATED. 2601 E 12TH STREET LOS ANGELES, CA 90023. This Business is conducted by: A CORPORATION. Signed: 106 ER INCORPORATED MILAN SEHEM, VICE PRESIDENT. This statement was filed with the County Clerk of Los Angeles County on 01/14/2025. The registrant(s) has (have) commenced to transact business under the fictitious business name or names listed above on N/A. NOTICE- This Fictitious Name Statement expires five years from the date it was filed in the office of the County Clerk. A new Fictitious Business Name Statement must be filed prior to that date. The filing of this statement does not of itself authorize the use in this state of a Fictitious Business Name in violation of the rights of another under Federal, State, or common law (See section 14411 et seq. Business and Professions Code) Publish: ESMountain Views News Dates Pub: JAN 18, 25, FEB 01, 08, 2025: [6, 724, 219, 891]
notice-heading: FICTITIOUS BUSINESS NAME STATEMENT: [687, 525, 868, 536]
notice-heading: FICTITIOUS BUSINESS NAME STATEMENT: [460, 230, 641, 242]
legal-notice: [6, 897, 219, 1076]
notice-body: File No. 2025005790 The following person(s) is (are) doing business as: ARNOLD'S PRINTING. 642 W. COLORADO ST GLENDALE, CA 91204. CALIFORNIA LOS ANGELES COUNTY. Full name of registrant(s) is (are) NORAYR BARKHANIAN. 642 W COLORADO ST GLENDALE, CA 91204. This Business is conducted by: AN INDIVIDUAL. Signed: NORAYR BARKHANIAN OWNER. This statement was filed with the County Clerk of Los Angeles County on 01/09/2025. The registrant(s) has (have) commenced to transact business under the fictitious business name or names listed above on 01/2025. NOTICE- This Fictitious Name Statement expires five years from the date it was filed in the office of the County Clerk. A new Fictitious Business Name Statement must be filed prior to that date. The filing of this statement does not of itself authorize the use in this state of a Fictitious Business Name in violation of the rights of another under Federal, State, or common law (See section 14411 et seq. Business and Professions Code) Publish: ESMountain Views News Dates Pub: Jan. 11, 18, 25, Feb. 1, 2025: [914, 159, 1128, 326]
legal-notice: [233, 681, 447, 860]
legal-notice: [460, 231, 674, 400]
legal-notice: [6, 713, 219, 892]
legal-notice: [914, 848, 1128, 962]
notice-body: of this statement does not of itself authorize the use in this state of a Fictitious Business Name in violation of the rights of another under Federal, State, or common law (See section 14411 et seq. Business and Professions Code) Publish: ESMountain Views News Dates Pub: Jan. 4, 11, 18, 25, 2025: [1142, 104, 1355, 151]
notice-heading: FICTITIOUS BUSINESS NAME STATEMENT: [1142, 543, 1322, 555]
notice-body: File No. 2025000449 The following person(s) is (are) doing business as: KELINS INCOME TAX SERVICE. 9411 DUSKY AVE ARLETA, CA 91331. CALIFORNIA LOS ANGELES COUNTY. Full name of registrant(s) is (are) KELINS INCOME TAX SERVICE LLC. 9411 DUSKY AVE ARLETA, CA 91331. This Business is conducted by: A LIMITED LIABILITY COMPANY. Signed: KELINS INCOME TAX SERVICE LLC JAIME SALDAÑA, PRESIDENT. This statement was filed with the County Clerk of Los Angeles County on 01/02/2025. The registrant(s) has (have) commenced to transact business under the fictitious business name or names listed above on N/A. NOTICE- This Fictitious Name Statement expires five years from the date it was filed in the office of the County Clerk. A new Fictitious Business Name Statement must be filed prior to that date. The filing of this statement does not of itself authorize the use in this state of a Fictitious Business Name in violation of the rights of another under Federal, State, or common law (See section 14411 et seq. Business and Professions Code) Publish: ESMountain Views News Dates Pub: Jan. 4, 11, 18, 25, 2025: [1142, 362, 1355, 537]
notice-body: File No. 2024-256159 The following person(s) is (are) doing business as: R & R TRANSPORTATION. 1041 ELM VISTA DR UNIT 15 POPNEY, CA 90242. Full name of registrant(s) is (are) EVELIO SALOMON HURTADO. 1041 ELM VISTA DR UNIT 15, DOWNEY, CA 90242. This Business is conducted by: AN INDIVIDUAL. Signed: EVELIO SALOMON HURTADO. This statement was filed with the County Clerk of Los Angeles County on 12/18/2024. The registrant(s) has (have) commenced to transact business under the fictitious business name or names listed above on 09/2018. NOTICE- This Fictitious Name Statement expires five years from the date it was filed in the office of the County Clerk. A new Fictitious Business Name Statement must be filed prior to that date. The filing of this statement does not of itself authorize the use in this state of a Fictitious Business Name in violation of the rights of another under Federal, State, or common law (See section 14411 et seq. Business and Professions Code)Publish: Mountain Views News/JDC Dates Pub: JAN 18, 25, FEB 01, 08, 2025: [687, 362, 901, 519]
notice-column: [687, 104, 901, 2560]
notice-heading: FICTITIOUS BUSINESS NAME STATEMENT: [6, 1662, 187, 1673]
notice-heading: FICTITIOUS BUSINESS NAME STATEMENT: [914, 515, 1095, 527]
notice-body: File No. 2024260067 The following person(s) is (are) doing business as: AM CONSULTING. 5930 CALIFA AVE #19 WOODLAND HILLS, CA 91367. Full name of registrant(s) is (are) PETER JAMES MCKINNON. 5930 CALIFA AVE #19 WOODLAND HILLS, CA 91367. This Business is conducted by: AN INDIVIDUAL. Signed: PETER JAMES MCKINNON, OWNER. Publish: ESMountain Views News Dates Pub: Dec. 28, 2024 and Jan. 4, 11, 18, 2025: [1142, 1132, 1355, 1198]
legal-notice: [914, 1187, 1128, 1273]
notice-body: File No. 2025-005987 The following person(s) is (are) doing business as: LIVE TOGETHER LLC. 1099 HILLCREST DR #5, LOS ANGELES, CA 90008. Full name of registrant(s) is (are) PRIMI STIRCH & PRINTING LLC. 1099 HILLCREST DR #5, LOS ANGELES, CA 90008. This Business is conducted by: A LIMITED LIABILITY COMPANY.: [460, 1411, 674, 1467]
page-footer: [0, 2560, 1361, 2576]
notice-body: File No. 2025-004962 The following person(s) is (are) doing business as: THE SOCIAL LA. 14433 RAMONA BLVD SUITE 2B, BALDWIN PARK, CA 91706. Full name of registrant(s) is (are) YOZZ WHC IMPORT & EXPORT LLC. 14515 RAMONA BLVD SUITE 2B, BALDWIN PARK, CA 91706. This Business is conducted by: A LIMITED LIABILITY COMPANY. Signed: IBRAHEEM OMAR IBRAHEEM SULEYMAN, MANAGING MEMBER. This statement was filed with the County Clerk of Los Angeles County on 01/08/2025. The registrant(s) has (have) commenced to transact business under the fictitious business name or names listed above on 09/2024. NOTICE- This Fictitious Name Statement expires five years from the date it was filed in the office of the County Clerk. A new Fictitious Business Name Statement must be filed prior to that date. The filing of this statement does not of itself authorize the use in this state of a Fictitious Business Name in violation of the rights of another under Federal, State, or common law (See section 14411 et seq. Business and Professions Code)Publish: Mountain Views News/JDC Dates Pub: JAN 18, 25, FEB 01, 08, 2025: [460, 417, 674, 593]
notice-heading: FICTITIOUS BUSINESS NAME STATEMENT: [460, 1400, 641, 1411]
legal-notice: [460, 406, 674, 593]
notice-body: File No. 2025000181 The following person(s) is (are) doing business as: ELIAS CONSTRUCTION. 13914 DIAMOND ST PACOIMA, CA 91331. CALIFORNIA LOS ANGELES COUNTY. Full name of registrant(s) is (are) ELIAS FLORES CHAVEZ. 13914 DIAMOND ST PACOIMA, CA 91331. This Business is conducted by: AN INDIVIDUAL. Signed: ELIAS FLORES CHAVEZ OWNER. This statement was filed with the County Clerk of Los Angeles County on 01/02/2025. The registrant(s) has (have) commenced to transact business under the fictitious business name or names listed above on 12/2024. NOTICE- This Fictitious Name Statement expires five years from the date it was filed in the office of the County Clerk. A new Fictitious Business Name Statement must be filed prior to that date. Publish: ESMountain Views News Dates Pub: Jan. 4, 11, 18, 25, 2025: [1142, 555, 1355, 685]
notice-heading: FICTITIOUS BUSINESS NAME STATEMENT: [914, 1278, 1095, 1289]
notice-heading: FICTITIOUS BUSINESS NAME STATEMENT: [6, 528, 187, 539]
notice-heading: FICTITIOUS BUSINESS NAME STATEMENT: [1142, 1120, 1322, 1132]
notice-heading: FICTITIOUS BUSINESS NAME STATEMENT: [6, 104, 187, 115]
legal-notice: [6, 1663, 219, 1785]
notice-body: File No. 2025006912 The following person(s) is (are) doing business as: ROCKWART DESIGN & BUILD. 9544 CORBEO AVENUE TUJUNGA, CA 91042. CALIFORNIA LOS ANGELES COUNTY. Full name of registrant(s) is (are) ARTUR YAGYAN. 9544 CORBERO AVENUE TUJUNGA, CA 91042. This Business is conducted by: AN INDIVIDUAL. Signed: ARTUR YAGYAN OWNER. This statement was filed with the County Clerk of Los Angeles County on 01/13/2025. The registrant(s) has (have) commenced to transact business under the fictitious business name or names listed above on 01/2025. NOTICE- This Fictitious Name Statement expires five years from the date it was filed in the office of the County Clerk. A new Fictitious Business Name Statement must be filed prior to that date. The filing of this statement does not of itself authorize the use in this state of a Fictitious Business Name in violation of the rights of another under Federal, State, or common law (See section 14411 et seq. Business and Professions Code) Publish: ESMountain Views News Dates Pub: JAN 18, 25, FEB 01, 08, 2025: [233, 140, 447, 307]
